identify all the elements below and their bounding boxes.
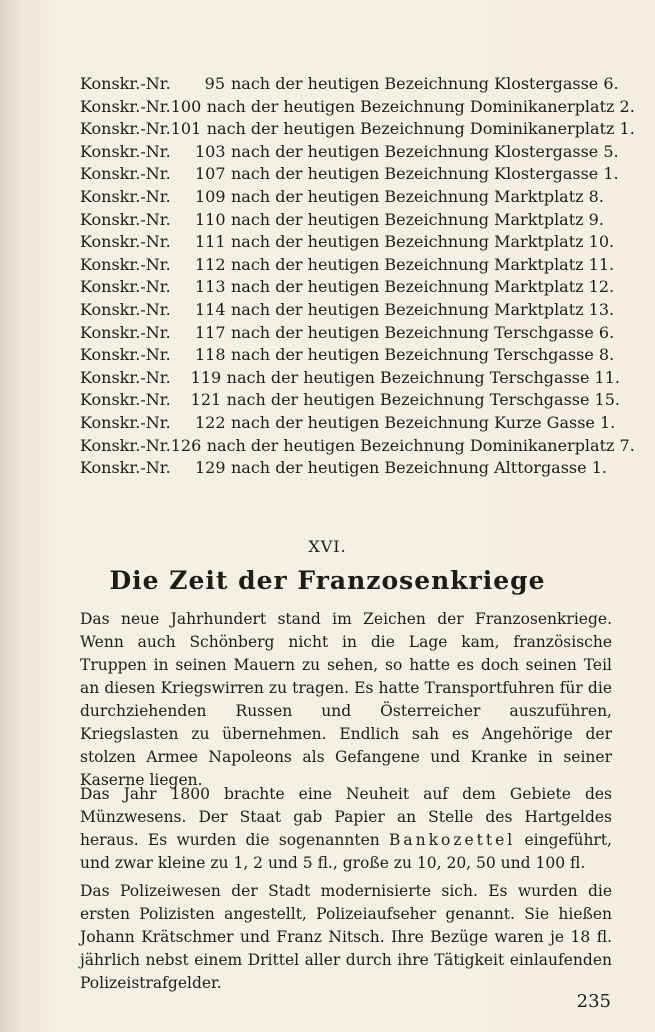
list-prefix: Konskr.-Nr. — [80, 412, 171, 432]
list-number: 109 — [195, 186, 226, 206]
list-street: Klostergasse 6. — [494, 74, 619, 93]
list-prefix: Konskr.-Nr. — [80, 322, 171, 342]
list-number: 111 — [195, 232, 226, 252]
list-street: Terschgasse 6. — [494, 322, 615, 342]
list-item — [80, 118, 635, 141]
list-prefix: Konskr.-Nr. — [80, 345, 171, 365]
list-mid: nach der heutigen Bezeichnung — [226, 390, 485, 410]
list-number: 110 — [195, 209, 226, 229]
list-street: Dominikanerplatz 2. — [469, 96, 635, 116]
list-number: 118 — [195, 345, 226, 365]
list-street: Dominikanerplatz 7. — [469, 435, 635, 455]
list-prefix: Konskr.-Nr. — [80, 232, 171, 252]
list-number: 101 — [170, 119, 202, 139]
paragraph-text: Das Jahr 1800 brachte eine Neuheit auf dem Gebiete des Münzwesens. Der Staat gab Papier an Stelle des Hartgeldes heraus. Es wurden die sogenannten — [80, 785, 612, 849]
list-mid: nach der heutigen Bezeichnung — [206, 96, 465, 116]
chapter-number: XVI. — [308, 537, 347, 556]
list-item — [80, 163, 620, 186]
address-list — [80, 73, 635, 480]
list-street: Marktplatz 9. — [494, 209, 604, 229]
list-street: Terschgasse 15. — [489, 390, 620, 410]
list-street: Kurze Gasse 1. — [494, 412, 616, 432]
list-prefix: Konskr.-Nr. — [80, 254, 171, 274]
list-item — [80, 435, 635, 458]
list-mid: nach der heutigen Bezeichnung — [231, 345, 490, 365]
list-number: 122 — [195, 412, 226, 432]
list-number: 100 — [170, 96, 202, 116]
list-number: 107 — [195, 164, 226, 184]
chapter-title: Die Zeit der Franzosenkriege — [109, 566, 546, 595]
list-mid: nach der heutigen Bezeichnung — [231, 458, 490, 478]
list-item — [80, 231, 620, 254]
list-mid: nach der heutigen Bezeichnung — [231, 254, 490, 274]
list-item — [80, 276, 620, 299]
list-mid: nach der heutigen Bezeichnung — [231, 164, 490, 184]
list-prefix: Konskr.-Nr. — [80, 367, 171, 387]
list-item — [80, 412, 620, 435]
list-item — [80, 299, 620, 322]
paragraph: Das Polizeiwesen der Stadt modernisierte sich. Es wurden die ersten Polizisten angestellt, Polizeiaufseher genannt. Sie hießen Johann Krätschmer und Franz Nitsch. Ihre Bezüge waren je 18 fl. jährlich nebst einem Drittel aller durch ihre Tätigkeit einlaufenden Polizeistrafgelder. — [80, 882, 612, 992]
list-mid: nach der heutigen Bezeichnung — [231, 277, 490, 297]
list-mid: nach der heutigen Bezeichnung — [231, 232, 490, 252]
list-mid: nach der heutigen Bezeichnung — [231, 186, 490, 206]
list-mid: nach der heutigen Bezeichnung — [231, 74, 490, 93]
list-prefix: Konskr.-Nr. — [80, 74, 171, 93]
list-street: Marktplatz 12. — [494, 277, 615, 297]
list-street: Dominikanerplatz 1. — [469, 119, 635, 139]
list-number: 95 — [204, 74, 225, 93]
list-mid: nach der heutigen Bezeichnung — [231, 141, 490, 161]
list-prefix: Konskr.-Nr. — [80, 299, 171, 319]
list-item — [80, 186, 620, 209]
list-mid: nach der heutigen Bezeichnung — [231, 412, 490, 432]
list-item — [80, 96, 635, 119]
list-item — [80, 141, 620, 164]
list-street: Marktplatz 8. — [494, 186, 604, 206]
list-street: Klostergasse 5. — [494, 141, 619, 161]
list-prefix: Konskr.-Nr. — [80, 119, 171, 139]
list-number: 112 — [195, 254, 226, 274]
list-prefix: Konskr.-Nr. — [80, 209, 171, 229]
list-street: Terschgasse 11. — [489, 367, 620, 387]
list-street: Marktplatz 13. — [494, 299, 615, 319]
emphasized-term: Bankozettel — [388, 831, 516, 849]
list-number: 103 — [195, 141, 226, 161]
list-prefix: Konskr.-Nr. — [80, 186, 171, 206]
list-mid: nach der heutigen Bezeichnung — [231, 299, 490, 319]
list-street: Terschgasse 8. — [494, 345, 615, 365]
list-prefix: Konskr.-Nr. — [80, 458, 171, 478]
list-prefix: Konskr.-Nr. — [80, 277, 171, 297]
list-number: 117 — [195, 322, 226, 342]
list-street: Marktplatz 11. — [494, 254, 615, 274]
list-item — [80, 389, 620, 412]
list-prefix: Konskr.-Nr. — [80, 141, 171, 161]
list-number: 121 — [190, 390, 222, 410]
list-number: 126 — [170, 435, 202, 455]
list-item — [80, 457, 620, 480]
paragraph — [80, 783, 612, 875]
list-prefix: Konskr.-Nr. — [80, 390, 171, 410]
list-item — [80, 73, 620, 96]
list-prefix: Konskr.-Nr. — [80, 435, 171, 455]
list-street: Alttorgasse 1. — [494, 458, 607, 478]
list-item — [80, 209, 620, 232]
list-number: 129 — [195, 458, 226, 478]
paragraph: Das neue Jahrhundert stand im Zeichen der Franzosenkriege. Wenn auch Schönberg nicht in die Lage kam, französische Truppen in seinen Mauern zu sehen, so hatte es doch seinen Teil an diesen Kriegswirren zu tragen. Es hatte Transportfuhren für die durchziehenden Russen und Österreicher auszuführen, Kriegslasten zu übernehmen. Endlich sah es Angehörige der stolzen Armee Napoleons als Gefangene und Kranke in seiner Kaserne liegen. — [80, 610, 612, 789]
list-mid: nach der heutigen Bezeichnung — [206, 435, 465, 455]
list-mid: nach der heutigen Bezeichnung — [226, 367, 485, 387]
paragraph-text: eingeführt, und zwar kleine zu 1, 2 und 5 fl., große zu 10, 20, 50 und 100 fl. — [80, 831, 612, 872]
page-number: 235 — [576, 991, 611, 1012]
list-item — [80, 254, 620, 277]
list-prefix: Konskr.-Nr. — [80, 164, 171, 184]
list-prefix: Konskr.-Nr. — [80, 96, 171, 116]
list-item — [80, 322, 620, 345]
list-street: Marktplatz 10. — [494, 232, 615, 252]
list-number: 119 — [190, 367, 222, 387]
list-street: Klostergasse 1. — [494, 164, 619, 184]
list-item — [80, 367, 620, 390]
list-number: 113 — [195, 277, 226, 297]
list-item — [80, 344, 620, 367]
list-mid: nach der heutigen Bezeichnung — [231, 322, 490, 342]
list-mid: nach der heutigen Bezeichnung — [206, 119, 465, 139]
list-number: 114 — [195, 299, 226, 319]
list-mid: nach der heutigen Bezeichnung — [231, 209, 490, 229]
